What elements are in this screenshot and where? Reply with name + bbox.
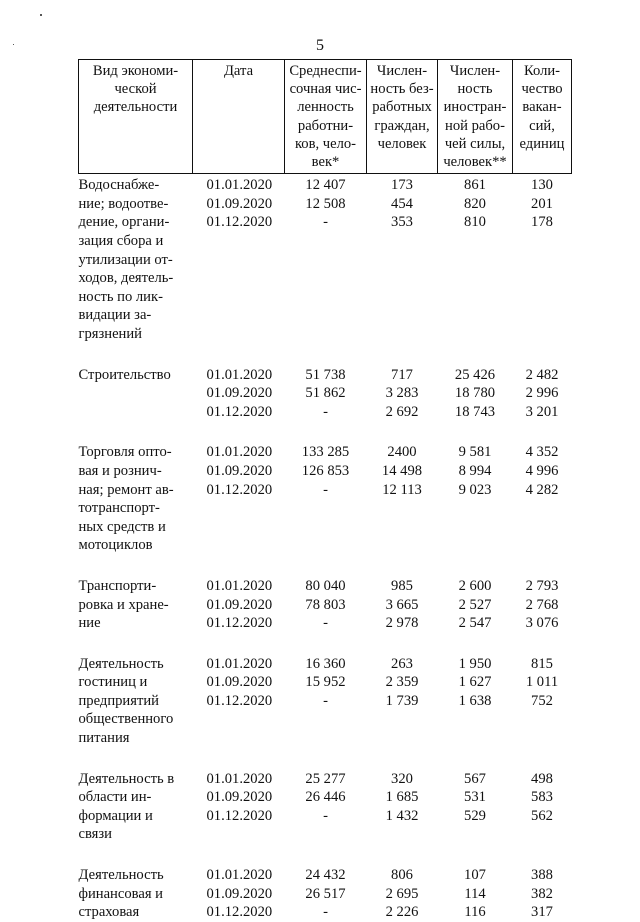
- header-vacancies: Коли- чество вакан- сий, единиц: [513, 60, 572, 174]
- unemployed-cell: 717 3 283 2 692: [385, 366, 419, 420]
- avg-headcount-cell: 24 432 26 517 -: [305, 867, 346, 921]
- date-cell: 01.01.2020 01.09.2020 01.12.2020: [206, 770, 273, 824]
- unemployed-cell: 173 454 353: [367, 174, 438, 344]
- scan-speck: [40, 14, 42, 16]
- table-row: [79, 577, 572, 633]
- unemployed-cell: 806 2 695 2 226: [385, 867, 419, 921]
- foreign-workforce-cell: 107 114 116: [464, 867, 486, 921]
- header-activity: Вид экономи- ческой деятельности: [79, 60, 193, 174]
- table-row: [79, 770, 572, 844]
- vacancies-cell: 130 201 178: [513, 174, 572, 344]
- foreign-workforce-cell: 567 531 529: [464, 770, 486, 824]
- unemployed-cell: 320 1 685 1 432: [385, 770, 419, 824]
- table-row: [79, 366, 572, 422]
- header-row: [79, 60, 572, 174]
- activity-cell: Деятельность финансовая и страховая: [78, 867, 164, 921]
- vacancies-cell: 815 1 011 752: [525, 655, 559, 709]
- header-date: Дата: [193, 60, 285, 174]
- date-cell: 01.01.2020 01.09.2020 01.12.2020: [206, 867, 273, 921]
- page-number: 5: [316, 37, 324, 54]
- avg-headcount-cell: 16 360 15 952 -: [305, 655, 346, 709]
- vacancies-cell: 4 352 4 996 4 282: [525, 444, 559, 498]
- avg-headcount-cell: 80 040 78 803 -: [305, 577, 346, 632]
- table-row: [79, 655, 572, 748]
- vacancies-cell: 2 482 2 996 3 201: [525, 366, 559, 420]
- activity-cell: Деятельность в области ин- формации и связи: [78, 770, 175, 843]
- activity-cell: Транспорти- ровка и хране- ние: [78, 577, 169, 632]
- vacancies-cell: 2 793 2 768 3 076: [525, 577, 559, 632]
- foreign-workforce-cell: 25 426 18 780 18 743: [454, 366, 496, 420]
- table-row: [79, 174, 572, 344]
- date-cell: 01.01.2020 01.09.2020 01.12.2020: [206, 655, 273, 709]
- date-cell: 01.01.2020 01.09.2020 01.12.2020: [206, 366, 273, 420]
- activity-cell: Водоснабже- ние; водоотве- дение, органи- зация сбора и утилизации от- ходов, деятель- ность по лик- видации за- грязнений: [79, 174, 193, 344]
- activity-cell: Торговля опто- вая и рознич- ная; ремонт ав- тотранспорт- ных средств и мотоциклов: [78, 444, 174, 554]
- foreign-workforce-cell: 2 600 2 527 2 547: [458, 577, 492, 632]
- unemployed-cell: 2400 14 498 12 113: [381, 444, 423, 498]
- unemployed-cell: 985 3 665 2 978: [385, 577, 419, 632]
- vacancies-cell: 388 382 317: [531, 867, 553, 921]
- activity-cell: Деятельность гостиниц и предприятий общественного питания: [78, 655, 174, 747]
- table-row: [79, 866, 572, 922]
- header-foreign-workforce: Числен- ность иностран- ной рабо- чей силы, человек**: [438, 60, 513, 174]
- date-cell: 01.01.2020 01.09.2020 01.12.2020: [206, 577, 273, 632]
- avg-headcount-cell: 12 407 12 508 -: [285, 174, 367, 344]
- header-avg-headcount: Среднеспи- сочная чис- ленность работни- ков, чело- век*: [285, 60, 367, 174]
- date-cell: 01.01.2020 01.09.2020 01.12.2020: [193, 174, 285, 344]
- avg-headcount-cell: 51 738 51 862 -: [305, 366, 346, 420]
- avg-headcount-cell: 25 277 26 446 -: [305, 770, 346, 824]
- foreign-workforce-cell: 861 820 810: [438, 174, 513, 344]
- header-unemployed: Числен- ность без- работных граждан, человек: [367, 60, 438, 174]
- employment-table: [78, 59, 572, 922]
- foreign-workforce-cell: 9 581 8 994 9 023: [458, 444, 492, 498]
- foreign-workforce-cell: 1 950 1 627 1 638: [458, 655, 492, 709]
- table-row: [79, 443, 572, 555]
- vacancies-cell: 498 583 562: [531, 770, 553, 824]
- avg-headcount-cell: 133 285 126 853 -: [301, 444, 350, 498]
- activity-cell: Строительство: [78, 366, 171, 383]
- date-cell: 01.01.2020 01.09.2020 01.12.2020: [206, 444, 273, 498]
- unemployed-cell: 263 2 359 1 739: [385, 655, 419, 709]
- scan-speck: [13, 44, 14, 45]
